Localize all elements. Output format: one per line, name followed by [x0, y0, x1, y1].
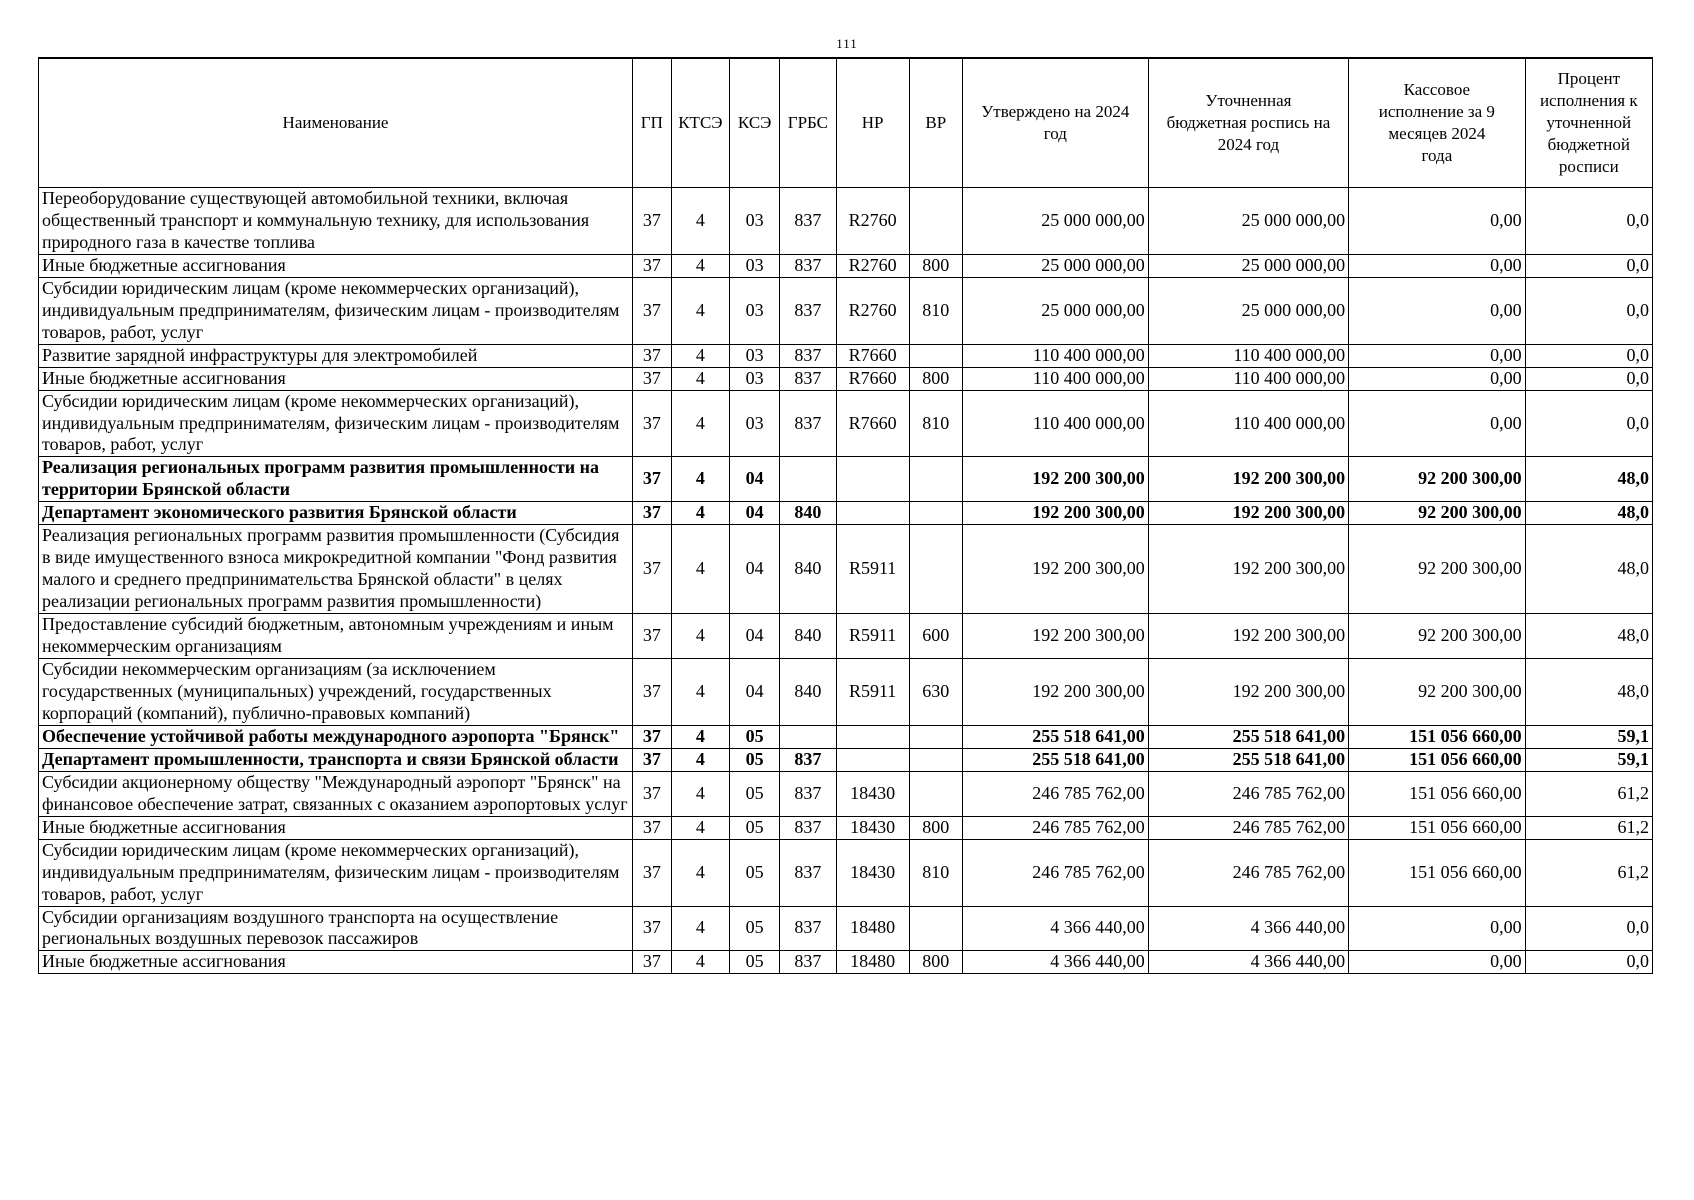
- cell-name: Реализация региональных программ развития промышленности на территории Брянской области: [39, 457, 633, 502]
- table-row: [39, 951, 1653, 974]
- cell-approved: 25 000 000,00: [962, 277, 1148, 344]
- header-vr: ВР: [909, 58, 962, 188]
- cell-refined: 4 366 440,00: [1148, 951, 1348, 974]
- header-nr: НР: [836, 58, 909, 188]
- table-row: [39, 277, 1653, 344]
- cell-grbs: [780, 457, 836, 502]
- cell-grbs: 837: [780, 951, 836, 974]
- table-row: [39, 725, 1653, 748]
- cell-approved: 192 200 300,00: [962, 659, 1148, 726]
- table-row: [39, 188, 1653, 255]
- cell-percent: 59,1: [1525, 748, 1652, 771]
- cell-percent: 61,2: [1525, 816, 1652, 839]
- cell-grbs: 837: [780, 906, 836, 951]
- cell-gp: 37: [633, 725, 672, 748]
- cell-kse: 05: [730, 951, 780, 974]
- cell-nr: R2760: [836, 188, 909, 255]
- cell-nr: [836, 748, 909, 771]
- cell-refined: 110 400 000,00: [1148, 367, 1348, 390]
- cell-approved: 246 785 762,00: [962, 839, 1148, 906]
- cell-vr: 810: [909, 390, 962, 457]
- cell-ktse: 4: [671, 771, 729, 816]
- cell-grbs: 837: [780, 254, 836, 277]
- cell-cash: 151 056 660,00: [1349, 816, 1525, 839]
- cell-name: Переоборудование существующей автомобильной техники, включая общественный транспорт и коммунальную технику, для использования природного газа в качестве топлива: [39, 188, 633, 255]
- cell-gp: 37: [633, 951, 672, 974]
- cell-approved: 25 000 000,00: [962, 254, 1148, 277]
- cell-approved: 192 200 300,00: [962, 614, 1148, 659]
- cell-nr: [836, 725, 909, 748]
- cell-approved: 255 518 641,00: [962, 725, 1148, 748]
- cell-refined: 192 200 300,00: [1148, 525, 1348, 614]
- cell-grbs: [780, 725, 836, 748]
- cell-grbs: 837: [780, 344, 836, 367]
- cell-percent: 48,0: [1525, 457, 1652, 502]
- cell-cash: 151 056 660,00: [1349, 748, 1525, 771]
- header-grbs: ГРБС: [780, 58, 836, 188]
- cell-cash: 92 200 300,00: [1349, 502, 1525, 525]
- cell-ktse: 4: [671, 390, 729, 457]
- cell-ktse: 4: [671, 188, 729, 255]
- cell-cash: 92 200 300,00: [1349, 614, 1525, 659]
- cell-name: Предоставление субсидий бюджетным, автономным учреждениям и иным некоммерческим организациям: [39, 614, 633, 659]
- cell-refined: 255 518 641,00: [1148, 748, 1348, 771]
- cell-ktse: 4: [671, 457, 729, 502]
- cell-nr: R7660: [836, 367, 909, 390]
- cell-refined: 25 000 000,00: [1148, 277, 1348, 344]
- cell-refined: 4 366 440,00: [1148, 906, 1348, 951]
- cell-cash: 92 200 300,00: [1349, 525, 1525, 614]
- table-row: [39, 839, 1653, 906]
- cell-cash: 0,00: [1349, 390, 1525, 457]
- cell-name: Иные бюджетные ассигнования: [39, 254, 633, 277]
- cell-gp: 37: [633, 906, 672, 951]
- page-number: 111: [836, 36, 858, 51]
- cell-cash: 0,00: [1349, 367, 1525, 390]
- cell-approved: 110 400 000,00: [962, 390, 1148, 457]
- cell-grbs: 837: [780, 188, 836, 255]
- cell-ktse: 4: [671, 502, 729, 525]
- cell-gp: 37: [633, 614, 672, 659]
- cell-refined: 246 785 762,00: [1148, 839, 1348, 906]
- table-header-row: [39, 58, 1653, 188]
- cell-grbs: 837: [780, 771, 836, 816]
- header-refined: Уточненная бюджетная роспись на 2024 год: [1148, 58, 1348, 188]
- table-row: [39, 614, 1653, 659]
- cell-gp: 37: [633, 748, 672, 771]
- cell-percent: 59,1: [1525, 725, 1652, 748]
- cell-ktse: 4: [671, 367, 729, 390]
- cell-name: Субсидии некоммерческим организациям (за исключением государственных (муниципальных) учреждений, государственных корпораций (компаний), публично-правовых компаний): [39, 659, 633, 726]
- table-row: [39, 816, 1653, 839]
- header-percent: Процент исполнения к уточненной бюджетной росписи: [1525, 58, 1652, 188]
- cell-vr: [909, 457, 962, 502]
- cell-kse: 05: [730, 771, 780, 816]
- cell-ktse: 4: [671, 277, 729, 344]
- cell-approved: 255 518 641,00: [962, 748, 1148, 771]
- cell-refined: 246 785 762,00: [1148, 771, 1348, 816]
- cell-name: Реализация региональных программ развития промышленности (Субсидия в виде имущественного взноса микрокредитной компании "Фонд развития малого и среднего предпринимательства Брянской области" в целях реализации региональных программ развития промышленности): [39, 525, 633, 614]
- cell-cash: 151 056 660,00: [1349, 839, 1525, 906]
- header-name: Наименование: [39, 58, 633, 188]
- cell-nr: 18480: [836, 951, 909, 974]
- cell-refined: 110 400 000,00: [1148, 390, 1348, 457]
- cell-nr: R5911: [836, 525, 909, 614]
- cell-ktse: 4: [671, 659, 729, 726]
- cell-nr: R5911: [836, 659, 909, 726]
- cell-refined: 255 518 641,00: [1148, 725, 1348, 748]
- cell-name: Департамент промышленности, транспорта и связи Брянской области: [39, 748, 633, 771]
- cell-grbs: 837: [780, 277, 836, 344]
- cell-grbs: 837: [780, 816, 836, 839]
- cell-nr: 18430: [836, 816, 909, 839]
- cell-grbs: 837: [780, 367, 836, 390]
- cell-refined: 192 200 300,00: [1148, 502, 1348, 525]
- cell-cash: 92 200 300,00: [1349, 457, 1525, 502]
- cell-kse: 05: [730, 725, 780, 748]
- cell-vr: [909, 771, 962, 816]
- cell-vr: 800: [909, 816, 962, 839]
- cell-name: Субсидии юридическим лицам (кроме некоммерческих организаций), индивидуальным предпринимателям, физическим лицам - производителям товаров, работ, услуг: [39, 277, 633, 344]
- cell-name: Департамент экономического развития Брянской области: [39, 502, 633, 525]
- cell-refined: 192 200 300,00: [1148, 614, 1348, 659]
- cell-refined: 25 000 000,00: [1148, 188, 1348, 255]
- cell-approved: 192 200 300,00: [962, 457, 1148, 502]
- table-row: [39, 525, 1653, 614]
- cell-ktse: 4: [671, 344, 729, 367]
- cell-gp: 37: [633, 367, 672, 390]
- cell-name: Субсидии юридическим лицам (кроме некоммерческих организаций), индивидуальным предпринимателям, физическим лицам - производителям товаров, работ, услуг: [39, 839, 633, 906]
- cell-vr: [909, 188, 962, 255]
- cell-refined: 110 400 000,00: [1148, 344, 1348, 367]
- cell-gp: 37: [633, 525, 672, 614]
- cell-name: Субсидии акционерному обществу "Международный аэропорт "Брянск" на финансовое обеспечение затрат, связанных с оказанием аэропортовых услуг: [39, 771, 633, 816]
- cell-percent: 48,0: [1525, 525, 1652, 614]
- cell-vr: [909, 906, 962, 951]
- cell-percent: 0,0: [1525, 188, 1652, 255]
- cell-percent: 61,2: [1525, 771, 1652, 816]
- cell-percent: 0,0: [1525, 390, 1652, 457]
- cell-grbs: 837: [780, 839, 836, 906]
- header-ktse: КТСЭ: [671, 58, 729, 188]
- cell-cash: 0,00: [1349, 254, 1525, 277]
- cell-percent: 0,0: [1525, 367, 1652, 390]
- cell-approved: 110 400 000,00: [962, 344, 1148, 367]
- cell-kse: 03: [730, 344, 780, 367]
- cell-percent: 48,0: [1525, 659, 1652, 726]
- cell-nr: 18480: [836, 906, 909, 951]
- cell-vr: 800: [909, 254, 962, 277]
- cell-vr: 800: [909, 367, 962, 390]
- table-body: [39, 188, 1653, 974]
- cell-vr: 810: [909, 839, 962, 906]
- cell-gp: 37: [633, 816, 672, 839]
- cell-grbs: 840: [780, 502, 836, 525]
- header-gp: ГП: [633, 58, 672, 188]
- cell-approved: 4 366 440,00: [962, 951, 1148, 974]
- cell-name: Иные бюджетные ассигнования: [39, 367, 633, 390]
- cell-approved: 246 785 762,00: [962, 771, 1148, 816]
- cell-vr: 810: [909, 277, 962, 344]
- cell-gp: 37: [633, 344, 672, 367]
- cell-name: Иные бюджетные ассигнования: [39, 951, 633, 974]
- cell-percent: 0,0: [1525, 906, 1652, 951]
- cell-nr: R2760: [836, 254, 909, 277]
- cell-percent: 0,0: [1525, 951, 1652, 974]
- cell-kse: 03: [730, 390, 780, 457]
- cell-nr: 18430: [836, 839, 909, 906]
- cell-approved: 192 200 300,00: [962, 525, 1148, 614]
- cell-ktse: 4: [671, 839, 729, 906]
- budget-table: [38, 57, 1653, 974]
- cell-gp: 37: [633, 188, 672, 255]
- cell-percent: 0,0: [1525, 277, 1652, 344]
- cell-nr: 18430: [836, 771, 909, 816]
- cell-nr: R7660: [836, 344, 909, 367]
- cell-kse: 04: [730, 457, 780, 502]
- cell-nr: R2760: [836, 277, 909, 344]
- cell-kse: 04: [730, 659, 780, 726]
- cell-kse: 03: [730, 367, 780, 390]
- table-row: [39, 457, 1653, 502]
- cell-name: Субсидии организациям воздушного транспорта на осуществление региональных воздушных перевозок пассажиров: [39, 906, 633, 951]
- cell-vr: 600: [909, 614, 962, 659]
- cell-cash: 151 056 660,00: [1349, 725, 1525, 748]
- cell-kse: 05: [730, 839, 780, 906]
- cell-ktse: 4: [671, 748, 729, 771]
- cell-refined: 192 200 300,00: [1148, 457, 1348, 502]
- table-row: [39, 344, 1653, 367]
- cell-cash: 0,00: [1349, 344, 1525, 367]
- cell-grbs: 840: [780, 525, 836, 614]
- cell-refined: 246 785 762,00: [1148, 816, 1348, 839]
- cell-gp: 37: [633, 457, 672, 502]
- cell-ktse: 4: [671, 951, 729, 974]
- cell-name: Иные бюджетные ассигнования: [39, 816, 633, 839]
- cell-percent: 48,0: [1525, 614, 1652, 659]
- cell-vr: [909, 748, 962, 771]
- cell-cash: 151 056 660,00: [1349, 771, 1525, 816]
- cell-ktse: 4: [671, 254, 729, 277]
- table-row: [39, 367, 1653, 390]
- cell-kse: 05: [730, 906, 780, 951]
- cell-gp: 37: [633, 839, 672, 906]
- cell-vr: 630: [909, 659, 962, 726]
- cell-cash: 0,00: [1349, 188, 1525, 255]
- cell-nr: [836, 502, 909, 525]
- cell-nr: [836, 457, 909, 502]
- cell-kse: 04: [730, 614, 780, 659]
- cell-gp: 37: [633, 771, 672, 816]
- cell-grbs: 837: [780, 390, 836, 457]
- cell-cash: 92 200 300,00: [1349, 659, 1525, 726]
- cell-grbs: 837: [780, 748, 836, 771]
- cell-name: Развитие зарядной инфраструктуры для электромобилей: [39, 344, 633, 367]
- cell-kse: 04: [730, 525, 780, 614]
- table-row: [39, 906, 1653, 951]
- table-row: [39, 254, 1653, 277]
- cell-cash: 0,00: [1349, 906, 1525, 951]
- cell-name: Субсидии юридическим лицам (кроме некоммерческих организаций), индивидуальным предпринимателям, физическим лицам - производителям товаров, работ, услуг: [39, 390, 633, 457]
- cell-gp: 37: [633, 659, 672, 726]
- cell-percent: 48,0: [1525, 502, 1652, 525]
- cell-kse: 04: [730, 502, 780, 525]
- header-approved: Утверждено на 2024 год: [962, 58, 1148, 188]
- cell-percent: 61,2: [1525, 839, 1652, 906]
- cell-grbs: 840: [780, 659, 836, 726]
- cell-approved: 4 366 440,00: [962, 906, 1148, 951]
- table-row: [39, 771, 1653, 816]
- cell-cash: 0,00: [1349, 951, 1525, 974]
- cell-kse: 05: [730, 748, 780, 771]
- cell-ktse: 4: [671, 525, 729, 614]
- table-row: [39, 659, 1653, 726]
- cell-kse: 03: [730, 254, 780, 277]
- cell-approved: 246 785 762,00: [962, 816, 1148, 839]
- cell-nr: R5911: [836, 614, 909, 659]
- cell-ktse: 4: [671, 816, 729, 839]
- cell-approved: 110 400 000,00: [962, 367, 1148, 390]
- cell-approved: 192 200 300,00: [962, 502, 1148, 525]
- table-row: [39, 502, 1653, 525]
- cell-vr: [909, 344, 962, 367]
- cell-kse: 05: [730, 816, 780, 839]
- cell-gp: 37: [633, 502, 672, 525]
- cell-gp: 37: [633, 277, 672, 344]
- cell-ktse: 4: [671, 614, 729, 659]
- header-cash: Кассовое исполнение за 9 месяцев 2024 года: [1349, 58, 1525, 188]
- cell-vr: [909, 525, 962, 614]
- cell-vr: 800: [909, 951, 962, 974]
- table-row: [39, 748, 1653, 771]
- cell-grbs: 840: [780, 614, 836, 659]
- header-kse: КСЭ: [730, 58, 780, 188]
- cell-vr: [909, 502, 962, 525]
- cell-refined: 25 000 000,00: [1148, 254, 1348, 277]
- cell-kse: 03: [730, 188, 780, 255]
- cell-kse: 03: [730, 277, 780, 344]
- cell-approved: 25 000 000,00: [962, 188, 1148, 255]
- cell-percent: 0,0: [1525, 344, 1652, 367]
- cell-refined: 192 200 300,00: [1148, 659, 1348, 726]
- cell-gp: 37: [633, 254, 672, 277]
- cell-nr: R7660: [836, 390, 909, 457]
- cell-ktse: 4: [671, 725, 729, 748]
- cell-gp: 37: [633, 390, 672, 457]
- table-row: [39, 390, 1653, 457]
- cell-percent: 0,0: [1525, 254, 1652, 277]
- cell-cash: 0,00: [1349, 277, 1525, 344]
- cell-ktse: 4: [671, 906, 729, 951]
- cell-vr: [909, 725, 962, 748]
- cell-name: Обеспечение устойчивой работы международного аэропорта "Брянск": [39, 725, 633, 748]
